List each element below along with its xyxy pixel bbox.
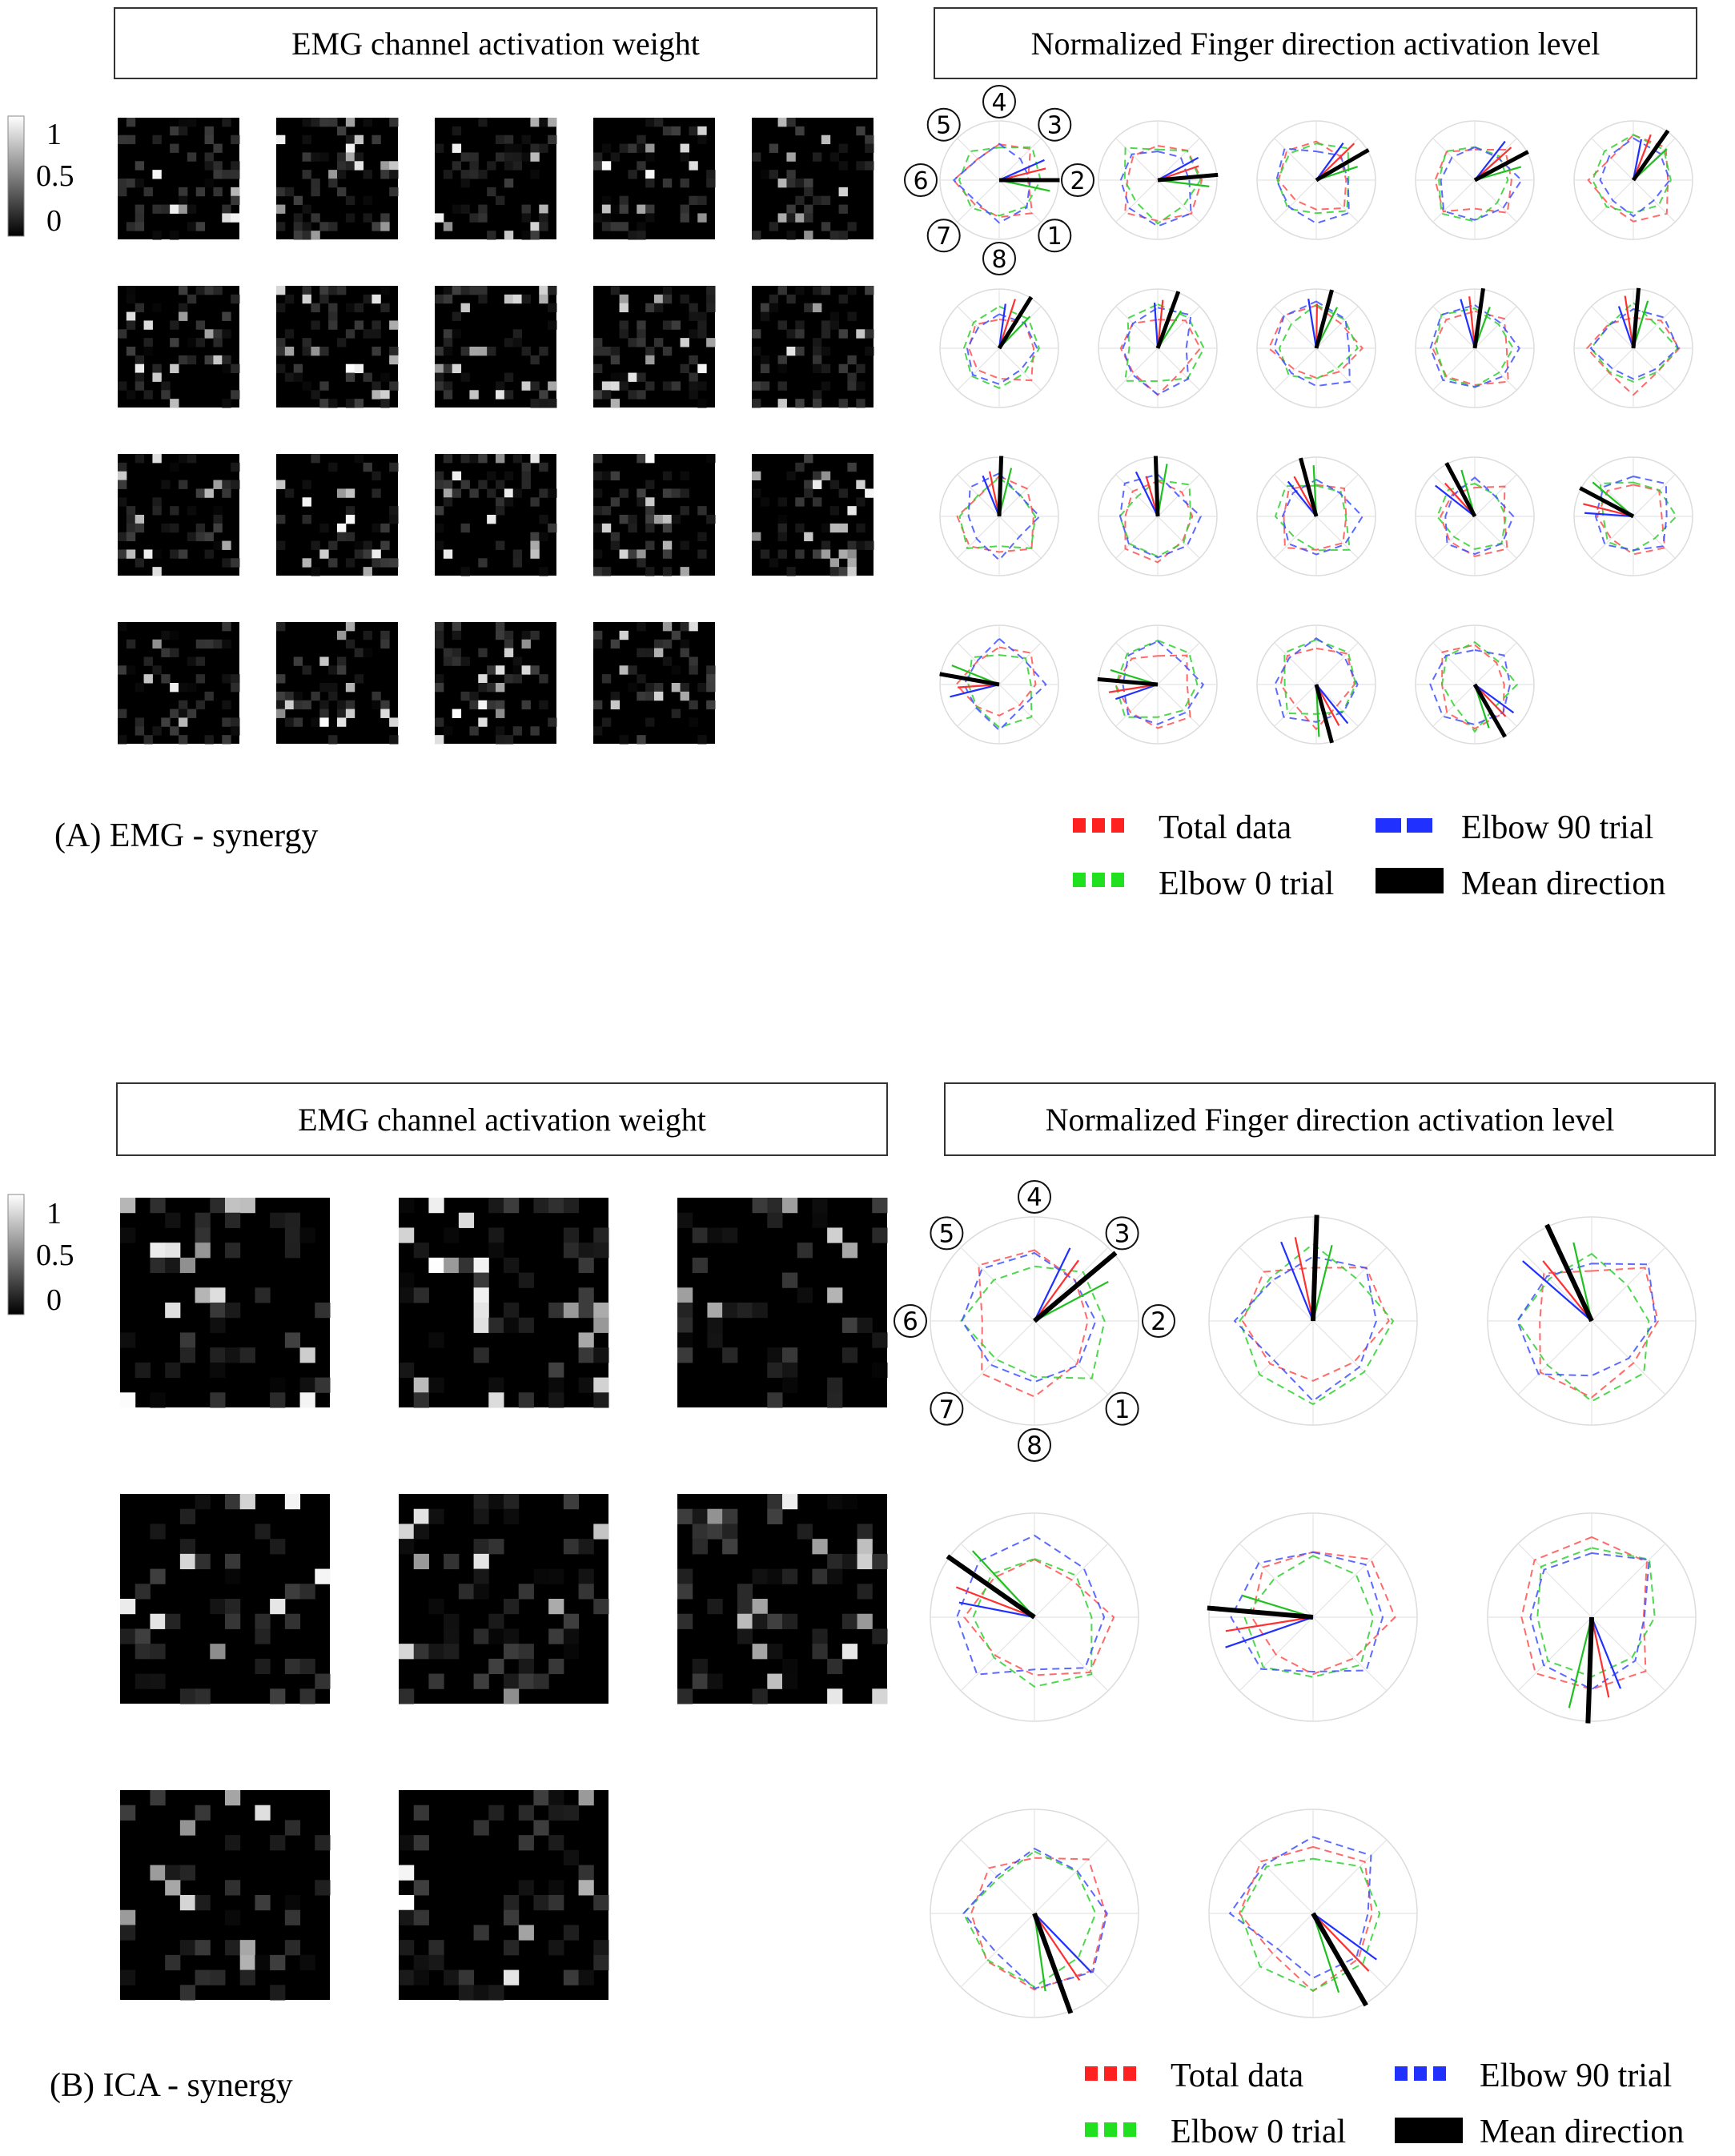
direction-polar-plot — [1574, 121, 1693, 239]
panel-b-polar-plots — [894, 1181, 1696, 2017]
panel-a-caption: (A) EMG - synergy — [54, 817, 319, 854]
legend-mean-direction — [1395, 2114, 1684, 2150]
legend-total-data — [1085, 2058, 1304, 2094]
channel-weight-heatmap — [435, 118, 557, 240]
svg-text:1: 1 — [1114, 1395, 1131, 1424]
svg-text:Total data: Total data — [1159, 809, 1292, 846]
direction-polar-plot — [940, 456, 1058, 576]
direction-polar-plot — [1257, 289, 1376, 408]
direction-polar-plot — [1207, 1513, 1417, 1721]
svg-text:Elbow 90 trial: Elbow 90 trial — [1461, 809, 1654, 846]
panel-b-heatmaps — [120, 1198, 888, 2001]
panel-b-colorbar — [8, 1194, 74, 1317]
panel-a-colorbar-tick: 1 — [46, 118, 62, 151]
direction-number-label — [1106, 1393, 1139, 1425]
legend-mean-direction — [1376, 865, 1665, 902]
channel-weight-heatmap — [276, 118, 399, 240]
panel-a-colorbar — [8, 116, 74, 238]
direction-number-label — [1106, 1217, 1139, 1249]
channel-weight-heatmap — [752, 286, 874, 408]
direction-number-label — [1143, 1305, 1175, 1337]
direction-polar-plot — [930, 1513, 1139, 1721]
svg-text:8: 8 — [991, 245, 1007, 274]
direction-polar-plot — [1416, 625, 1534, 744]
panel-a-left-header: EMG channel activation weight — [291, 26, 700, 62]
svg-text:Mean direction: Mean direction — [1480, 2114, 1685, 2150]
direction-polar-plot — [1257, 457, 1376, 576]
legend-total-data — [1073, 809, 1292, 846]
panel-b-colorbar-tick: 1 — [46, 1197, 62, 1231]
panel-a-heatmaps — [118, 118, 874, 745]
svg-text:3: 3 — [1114, 1219, 1131, 1249]
direction-polar-plot — [1416, 121, 1534, 239]
direction-polar-plot — [940, 289, 1058, 408]
channel-weight-heatmap — [593, 286, 716, 408]
direction-polar-plot — [930, 1809, 1139, 2017]
panel-b-caption: (B) ICA - synergy — [50, 2067, 293, 2104]
direction-polar-plot — [1098, 456, 1217, 576]
channel-weight-heatmap — [118, 118, 240, 240]
legend-elbow-90-trial — [1395, 2058, 1672, 2094]
panel-b-colorbar-bar — [8, 1194, 24, 1315]
panel-b — [8, 1083, 1715, 2150]
channel-weight-heatmap — [399, 1790, 609, 2001]
channel-weight-heatmap — [435, 454, 557, 576]
channel-weight-heatmap — [118, 454, 240, 576]
channel-weight-heatmap — [677, 1198, 888, 1408]
channel-weight-heatmap — [593, 118, 716, 240]
panel-b-right-header: Normalized Finger direction activation level — [1045, 1102, 1615, 1138]
svg-text:Total data: Total data — [1171, 2058, 1304, 2094]
svg-text:7: 7 — [936, 223, 952, 251]
panel-a-colorbar-bar — [8, 116, 24, 236]
direction-polar-plot — [930, 1217, 1139, 1425]
direction-polar-plot — [1488, 1217, 1696, 1425]
channel-weight-heatmap — [120, 1790, 331, 2001]
svg-text:5: 5 — [936, 111, 952, 140]
svg-text:Elbow 0 trial: Elbow 0 trial — [1159, 865, 1335, 902]
direction-polar-plot — [940, 625, 1058, 744]
svg-text:5: 5 — [938, 1219, 955, 1249]
svg-text:8: 8 — [1026, 1431, 1042, 1461]
channel-weight-heatmap — [593, 622, 716, 745]
svg-text:Elbow 90 trial: Elbow 90 trial — [1480, 2058, 1673, 2094]
direction-polar-plot — [1209, 1809, 1417, 2017]
channel-weight-heatmap — [276, 286, 399, 408]
panel-a-legend — [1073, 809, 1665, 902]
legend-elbow-90-trial — [1376, 809, 1653, 846]
svg-text:4: 4 — [991, 88, 1007, 117]
channel-weight-heatmap — [677, 1494, 888, 1704]
panel-a — [8, 8, 1697, 902]
channel-weight-heatmap — [752, 118, 874, 240]
direction-number-label — [1062, 164, 1094, 196]
direction-number-label — [930, 1393, 962, 1425]
direction-number-label — [983, 243, 1015, 275]
direction-number-label — [1038, 219, 1070, 251]
svg-text:3: 3 — [1046, 111, 1062, 140]
direction-polar-plot — [1574, 457, 1693, 576]
direction-number-label — [905, 164, 937, 196]
direction-polar-plot — [1574, 288, 1693, 408]
panel-b-colorbar-tick: 0 — [46, 1283, 62, 1317]
channel-weight-heatmap — [276, 454, 399, 576]
direction-polar-plot — [1098, 625, 1217, 744]
channel-weight-heatmap — [120, 1198, 331, 1408]
channel-weight-heatmap — [399, 1494, 609, 1704]
panel-b-legend — [1085, 2058, 1684, 2150]
panel-b-left-header: EMG channel activation weight — [298, 1102, 706, 1138]
direction-polar-plot — [1257, 121, 1376, 239]
direction-number-label — [983, 86, 1015, 118]
svg-text:6: 6 — [902, 1307, 918, 1337]
svg-text:Mean direction: Mean direction — [1461, 865, 1666, 902]
panel-a-colorbar-tick: 0 — [46, 204, 62, 238]
svg-text:7: 7 — [938, 1395, 955, 1424]
panel-a-polar-plots — [905, 86, 1693, 744]
legend-elbow-0-trial — [1073, 865, 1334, 902]
direction-number-label — [930, 1217, 962, 1249]
channel-weight-heatmap — [593, 454, 716, 576]
channel-weight-heatmap — [399, 1198, 609, 1408]
channel-weight-heatmap — [276, 622, 399, 745]
channel-weight-heatmap — [752, 454, 874, 576]
legend-elbow-0-trial — [1085, 2114, 1346, 2150]
channel-weight-heatmap — [435, 286, 557, 408]
panel-b-colorbar-tick: 0.5 — [36, 1239, 74, 1272]
channel-weight-heatmap — [118, 286, 240, 408]
direction-number-label — [894, 1305, 926, 1337]
svg-text:Elbow 0 trial: Elbow 0 trial — [1171, 2114, 1347, 2150]
direction-polar-plot — [1098, 289, 1217, 408]
direction-number-label — [1018, 1181, 1050, 1213]
channel-weight-heatmap — [118, 622, 240, 745]
direction-number-label — [1018, 1429, 1050, 1461]
direction-number-label — [928, 109, 960, 141]
direction-polar-plot — [940, 121, 1059, 239]
direction-number-label — [928, 219, 960, 251]
direction-polar-plot — [1416, 457, 1534, 576]
panel-a-colorbar-tick: 0.5 — [36, 159, 74, 193]
channel-weight-heatmap — [120, 1494, 331, 1704]
svg-text:2: 2 — [1070, 167, 1086, 195]
direction-polar-plot — [1416, 288, 1534, 408]
direction-number-label — [1038, 109, 1070, 141]
direction-polar-plot — [1098, 121, 1218, 239]
svg-text:6: 6 — [913, 167, 929, 195]
channel-weight-heatmap — [435, 622, 557, 745]
panel-a-right-header: Normalized Finger direction activation level — [1030, 26, 1600, 62]
direction-polar-plot — [1257, 625, 1376, 744]
svg-text:2: 2 — [1151, 1307, 1167, 1337]
direction-polar-plot — [1209, 1215, 1417, 1425]
svg-text:4: 4 — [1026, 1183, 1042, 1213]
svg-text:1: 1 — [1046, 223, 1062, 251]
direction-polar-plot — [1488, 1513, 1696, 1724]
